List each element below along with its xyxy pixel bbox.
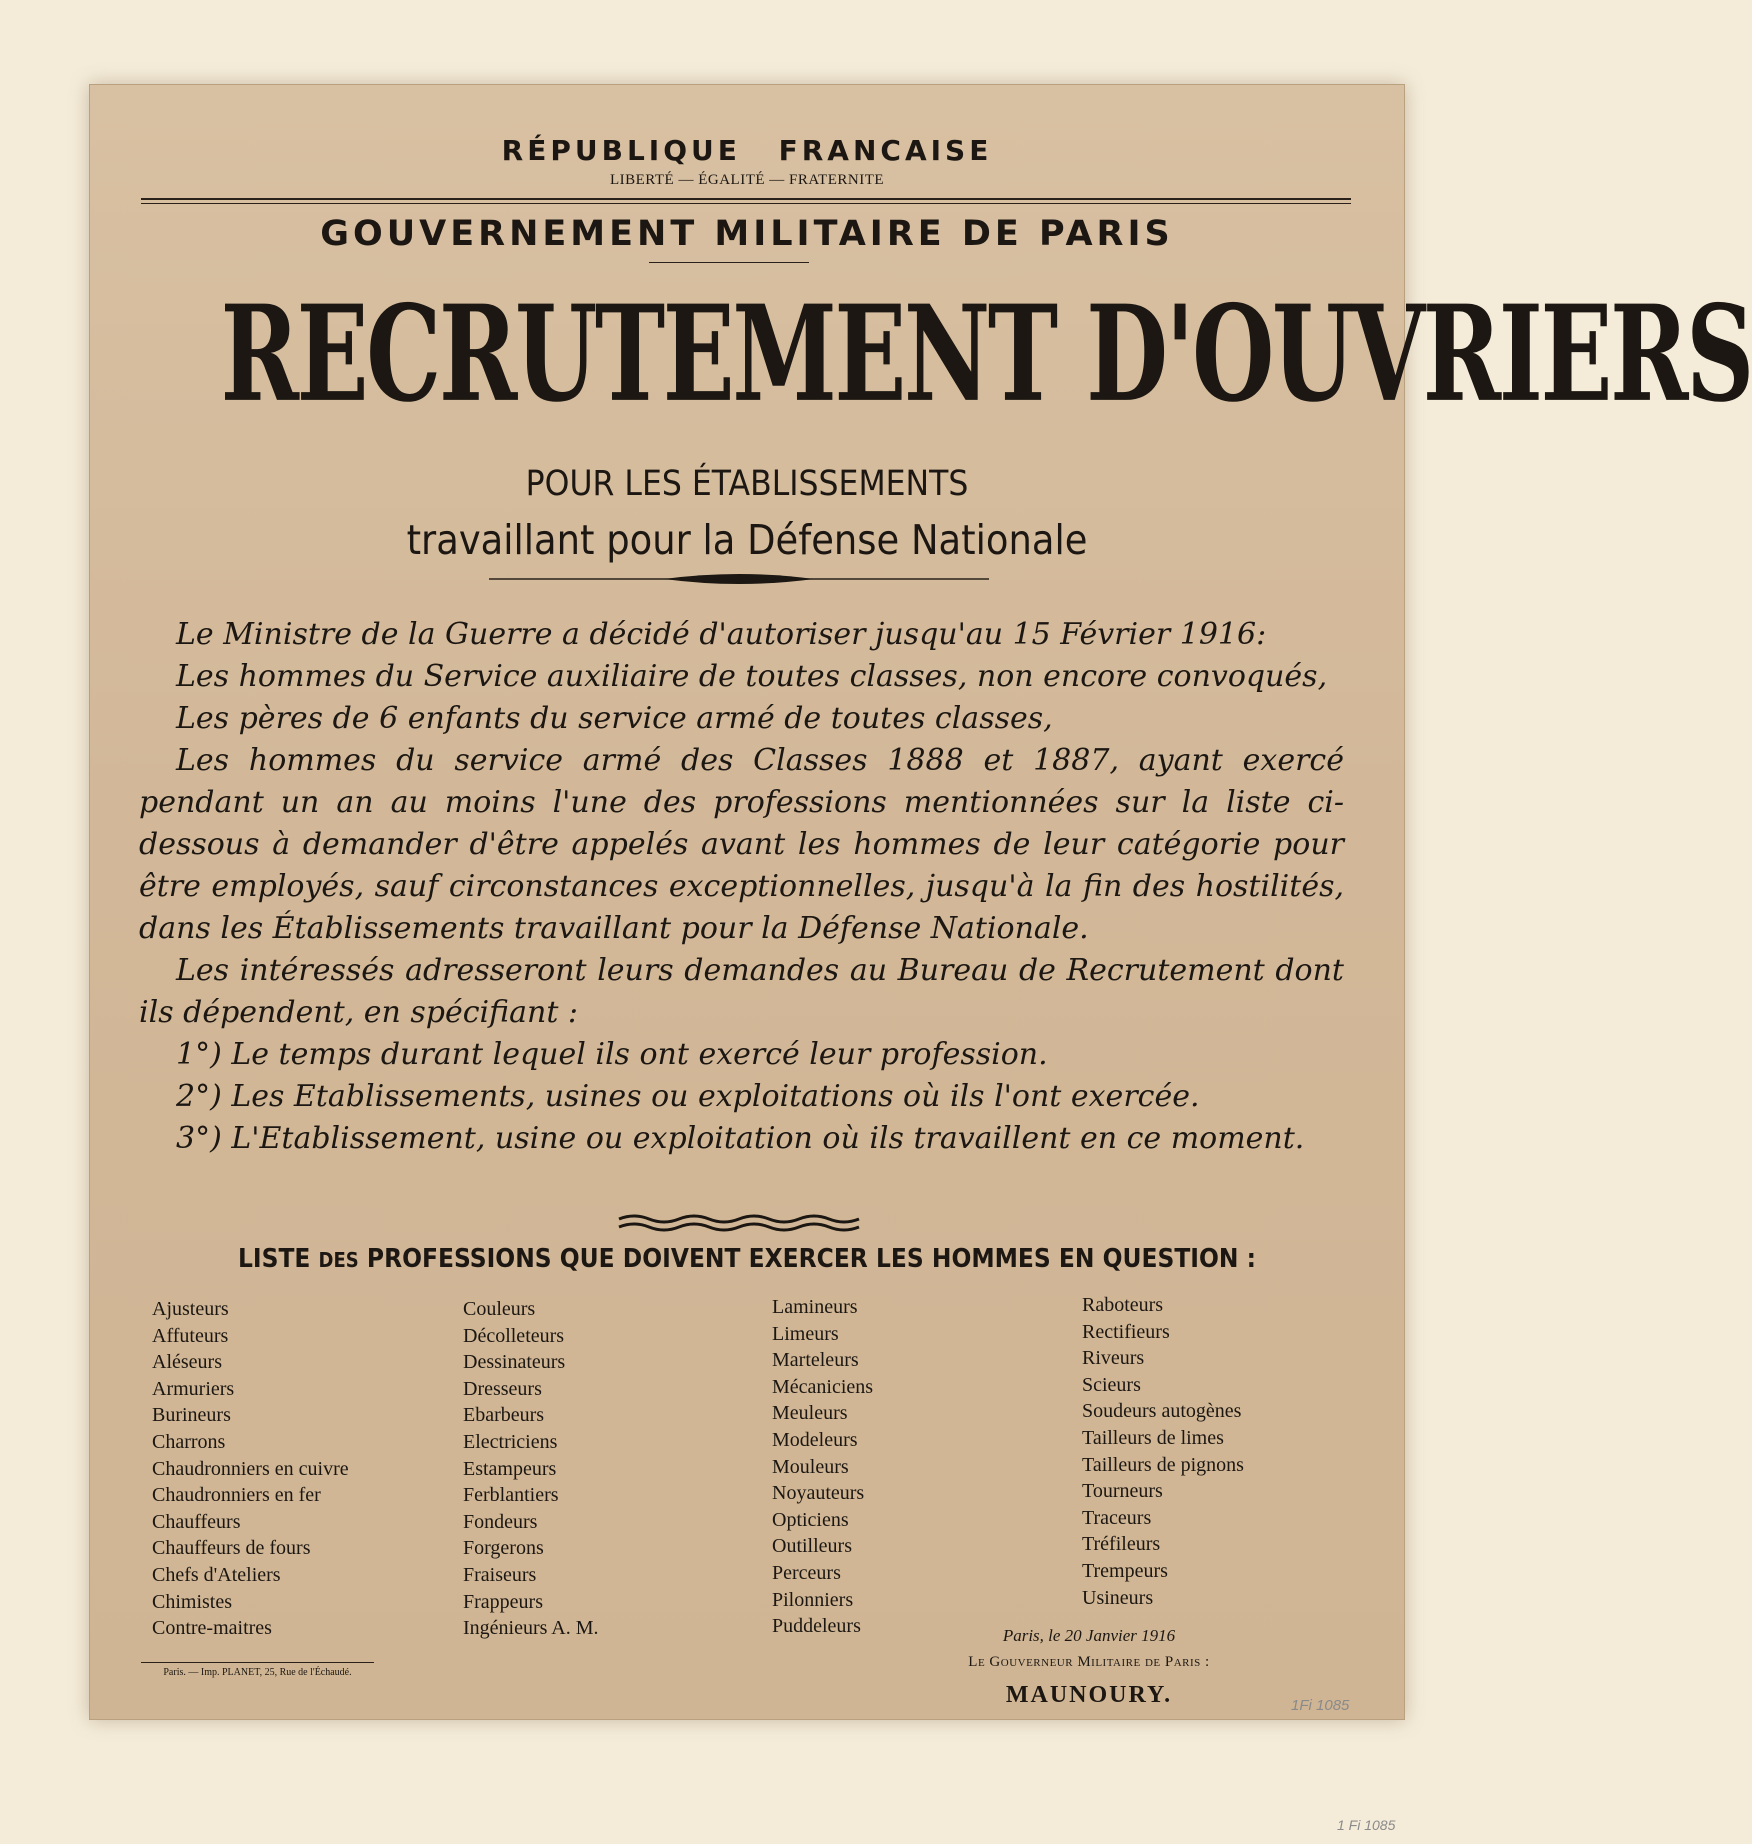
signature-date: Paris, le 20 Janvier 1916 xyxy=(1002,1626,1176,1645)
list-item: Tailleurs de pignons xyxy=(1082,1453,1244,1476)
list-item: Charrons xyxy=(152,1430,226,1453)
list-item: Dresseurs xyxy=(463,1377,542,1400)
professions-column-1 xyxy=(152,1296,349,1642)
item-1: 1°) Le temps durant lequel ils ont exercé leur profession. xyxy=(176,1037,1048,1072)
motto: LIBERTÉ — ÉGALITÉ — FRATERNITE xyxy=(609,172,885,188)
header-rule xyxy=(141,198,1351,200)
list-item: Armuriers xyxy=(152,1377,235,1400)
list-item: Rectifieurs xyxy=(1082,1320,1170,1343)
government-underline xyxy=(649,262,809,263)
paragraph-fathers: Les pères de 6 enfants du service armé de toutes classes, xyxy=(176,701,1053,736)
professions-column-2 xyxy=(463,1296,599,1642)
list-item: Raboteurs xyxy=(1082,1294,1164,1316)
government-heading: GOUVERNEMENT MILITAIRE DE PARIS xyxy=(320,214,1174,254)
list-item: Contre-maitres xyxy=(152,1617,272,1640)
list-item: Modeleurs xyxy=(772,1428,858,1451)
list-item: Usineurs xyxy=(1082,1586,1154,1609)
list-item: Outilleurs xyxy=(772,1535,852,1558)
archive-mark-poster: 1Fi 1085 xyxy=(1291,1697,1350,1714)
list-item: Tailleurs de limes xyxy=(1082,1426,1224,1449)
list-item: Estampeurs xyxy=(463,1457,557,1480)
list-heading-part2: DES xyxy=(318,1248,359,1272)
list-item: Chauffeurs de fours xyxy=(152,1537,311,1560)
list-item: Forgerons xyxy=(463,1537,544,1560)
notice-body xyxy=(139,614,1344,1160)
list-item: Chaudronniers en cuivre xyxy=(152,1457,349,1480)
paragraph-auxiliary: Les hommes du Service auxiliaire de toutes classes, non encore convoqués, xyxy=(176,659,1328,694)
list-item: Ferblantiers xyxy=(463,1484,559,1507)
poster xyxy=(89,84,1752,1720)
list-item: Chefs d'Ateliers xyxy=(152,1563,281,1586)
list-item: Aléseurs xyxy=(152,1351,222,1374)
poster-title: RECRUTEMENT D'OUVRIERS xyxy=(220,275,1752,432)
printer-line: Paris. — Imp. PLANET, 25, Rue de l'Échaudé. xyxy=(163,1667,352,1678)
list-heading xyxy=(155,1244,1339,1274)
list-heading-part3: PROFESSIONS QUE DOIVENT EXERCER LES HOMMES EN QUESTION : xyxy=(366,1244,1257,1274)
list-item: Décolleteurs xyxy=(463,1324,565,1347)
list-item: Chauffeurs xyxy=(152,1510,241,1533)
list-item: Ebarbeurs xyxy=(463,1404,545,1427)
list-item: Puddeleurs xyxy=(772,1615,861,1638)
list-item: Mécaniciens xyxy=(772,1375,874,1398)
list-item: Chimistes xyxy=(152,1590,233,1613)
list-item: Affuteurs xyxy=(152,1324,229,1347)
list-item: Scieurs xyxy=(1082,1373,1141,1396)
list-item: Ajusteurs xyxy=(152,1298,229,1320)
wavy-divider xyxy=(619,1211,859,1235)
list-item: Dessinateurs xyxy=(463,1351,566,1374)
list-item: Trempeurs xyxy=(1082,1559,1168,1582)
list-item: Lamineurs xyxy=(772,1296,858,1318)
list-item: Marteleurs xyxy=(772,1349,859,1372)
list-item: Burineurs xyxy=(152,1404,231,1427)
ornamental-divider xyxy=(489,571,989,587)
header-rule-thin xyxy=(141,203,1351,204)
professions-column-4 xyxy=(1082,1292,1244,1611)
signature-role: Le Gouverneur Militaire de Paris : xyxy=(968,1654,1210,1670)
paragraph-classes: Les hommes du service armé des Classes 1888 et 1887, ayant exercé pendant un an au moins l'une des professions mentionnées sur la liste ci-dessous à demander d'être appelés avant les hommes de leur catégorie pour être employés, sauf circonstances exceptionnelles, jusqu'à la fin des hostilités, dans les Établissements travaillant pour la Défense Nationale. xyxy=(139,743,1344,946)
list-item: Traceurs xyxy=(1082,1506,1152,1529)
list-item: Limeurs xyxy=(772,1322,839,1345)
list-item: Opticiens xyxy=(772,1508,849,1531)
list-item: Perceurs xyxy=(772,1561,841,1584)
item-3: 3°) L'Etablissement, usine ou exploitation où ils travaillent en ce moment. xyxy=(176,1121,1305,1156)
subtitle-line-2: travaillant pour la Défense Nationale xyxy=(406,516,1088,564)
paragraph-decision: Le Ministre de la Guerre a décidé d'autoriser jusqu'au 15 Février 1916: xyxy=(176,617,1267,652)
professions-column-3 xyxy=(772,1294,873,1640)
list-item: Noyauteurs xyxy=(772,1482,865,1505)
list-item: Soudeurs autogènes xyxy=(1082,1400,1242,1423)
paragraph-requests: Les intéressés adresseront leurs demandes au Bureau de Recrutement dont ils dépendent, en spécifiant : xyxy=(139,953,1344,1030)
list-item: Fraiseurs xyxy=(463,1563,537,1586)
list-item: Pilonniers xyxy=(772,1588,854,1611)
list-heading-part1: LISTE xyxy=(237,1244,311,1274)
list-item: Mouleurs xyxy=(772,1455,849,1478)
list-item: Electriciens xyxy=(463,1430,558,1453)
list-item: Tréfileurs xyxy=(1082,1533,1161,1556)
item-2: 2°) Les Etablissements, usines ou exploitations où ils l'ont exercée. xyxy=(176,1079,1200,1114)
republic-heading: RÉPUBLIQUE FRANCAISE xyxy=(501,134,993,167)
archive-mark-mount: 1 Fi 1085 xyxy=(1337,1817,1396,1833)
list-item: Chaudronniers en fer xyxy=(152,1484,321,1507)
list-item: Riveurs xyxy=(1082,1347,1145,1370)
signature-name: MAUNOURY. xyxy=(1005,1682,1173,1708)
list-item: Ingénieurs A. M. xyxy=(463,1617,599,1640)
list-item: Couleurs xyxy=(463,1298,536,1320)
list-item: Frappeurs xyxy=(463,1590,543,1613)
list-item: Tourneurs xyxy=(1082,1480,1163,1503)
printer-rule xyxy=(141,1662,374,1663)
list-item: Fondeurs xyxy=(463,1510,538,1533)
list-item: Meuleurs xyxy=(772,1402,848,1425)
subtitle-line-1: POUR LES ÉTABLISSEMENTS xyxy=(525,464,969,504)
